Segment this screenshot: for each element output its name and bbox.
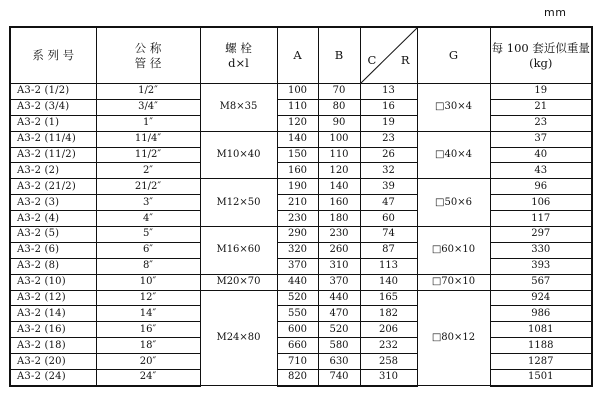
a-cell: 160 — [277, 163, 318, 179]
b-cell: 180 — [318, 211, 360, 227]
series-code-cell: A3-2 (2) — [10, 163, 96, 179]
b-cell: 120 — [318, 163, 360, 179]
weight-cell: 567 — [490, 274, 592, 290]
nominal-size-cell: 16″ — [96, 322, 200, 338]
a-cell: 440 — [277, 274, 318, 290]
bolt-size-cell: M20×70 — [200, 274, 277, 290]
header-series — [10, 27, 96, 84]
table-row — [10, 338, 592, 354]
weight-cell: 117 — [490, 211, 592, 227]
header-b-label: B — [334, 48, 344, 62]
weight-cell: 23 — [490, 115, 592, 131]
b-cell: 230 — [318, 227, 360, 243]
bolt-size-cell: M12×50 — [200, 179, 277, 227]
nominal-size-cell: 11/4″ — [96, 131, 200, 147]
nominal-size-cell: 10″ — [96, 274, 200, 290]
weight-cell: 96 — [490, 179, 592, 195]
nominal-size-cell: 6″ — [96, 242, 200, 258]
header-r-label: R — [400, 53, 410, 67]
g-size-cell: □30×4 — [417, 84, 490, 132]
a-cell: 820 — [277, 370, 318, 386]
nominal-size-cell: 1/2″ — [96, 84, 200, 100]
series-code-cell: A3-2 (16) — [10, 322, 96, 338]
header-b — [318, 27, 360, 84]
g-size-cell: □60×10 — [417, 227, 490, 275]
weight-cell: 19 — [490, 84, 592, 100]
series-code-cell: A3-2 (14) — [10, 306, 96, 322]
nominal-size-cell: 20″ — [96, 354, 200, 370]
weight-cell: 924 — [490, 290, 592, 306]
table-row — [10, 147, 592, 163]
weight-cell: 106 — [490, 195, 592, 211]
b-cell: 90 — [318, 115, 360, 131]
c-r-cell: 140 — [360, 274, 417, 290]
spec-table — [9, 26, 593, 387]
table-row — [10, 322, 592, 338]
nominal-size-cell: 14″ — [96, 306, 200, 322]
table-row — [10, 115, 592, 131]
g-size-cell: □50×6 — [417, 179, 490, 227]
a-cell: 600 — [277, 322, 318, 338]
table-row — [10, 354, 592, 370]
table-row — [10, 179, 592, 195]
weight-cell: 297 — [490, 227, 592, 243]
header-nominal-size — [96, 27, 200, 84]
c-r-cell: 182 — [360, 306, 417, 322]
weight-cell: 21 — [490, 99, 592, 115]
a-cell: 550 — [277, 306, 318, 322]
c-r-cell: 13 — [360, 84, 417, 100]
header-bolt-line1: 螺 栓 — [225, 40, 252, 55]
series-code-cell: A3-2 (3) — [10, 195, 96, 211]
weight-cell: 40 — [490, 147, 592, 163]
b-cell: 370 — [318, 274, 360, 290]
header-bolt — [200, 27, 277, 84]
nominal-size-cell: 8″ — [96, 258, 200, 274]
bolt-size-cell: M8×35 — [200, 84, 277, 132]
a-cell: 230 — [277, 211, 318, 227]
header-weight-line2: (kg) — [529, 55, 553, 70]
series-code-cell: A3-2 (18) — [10, 338, 96, 354]
weight-cell: 1501 — [490, 370, 592, 386]
table-row — [10, 227, 592, 243]
table-row — [10, 131, 592, 147]
series-code-cell: A3-2 (1/2) — [10, 84, 96, 100]
table-row — [10, 195, 592, 211]
weight-cell: 1287 — [490, 354, 592, 370]
c-r-cell: 47 — [360, 195, 417, 211]
series-code-cell: A3-2 (24) — [10, 370, 96, 386]
header-a-label: A — [293, 48, 302, 62]
g-size-cell: □70×10 — [417, 274, 490, 290]
a-cell: 190 — [277, 179, 318, 195]
nominal-size-cell: 12″ — [96, 290, 200, 306]
c-r-cell: 310 — [360, 370, 417, 386]
b-cell: 310 — [318, 258, 360, 274]
header-a — [277, 27, 318, 84]
nominal-size-cell: 24″ — [96, 370, 200, 386]
b-cell: 70 — [318, 84, 360, 100]
header-c-label: C — [367, 53, 377, 67]
weight-cell: 1188 — [490, 338, 592, 354]
bolt-size-cell: M16×60 — [200, 227, 277, 275]
series-code-cell: A3-2 (11/2) — [10, 147, 96, 163]
header-bolt-line2: d×l — [228, 55, 249, 70]
table-row — [10, 211, 592, 227]
a-cell: 100 — [277, 84, 318, 100]
table-row — [10, 290, 592, 306]
a-cell: 710 — [277, 354, 318, 370]
header-weight — [490, 27, 592, 84]
c-r-cell: 113 — [360, 258, 417, 274]
nominal-size-cell: 5″ — [96, 227, 200, 243]
table-row — [10, 370, 592, 386]
a-cell: 520 — [277, 290, 318, 306]
b-cell: 470 — [318, 306, 360, 322]
header-c-r — [360, 27, 417, 84]
bolt-size-cell: M10×40 — [200, 131, 277, 179]
series-code-cell: A3-2 (11/4) — [10, 131, 96, 147]
series-code-cell: A3-2 (1) — [10, 115, 96, 131]
c-r-cell: 165 — [360, 290, 417, 306]
b-cell: 440 — [318, 290, 360, 306]
table-row — [10, 84, 592, 100]
b-cell: 260 — [318, 242, 360, 258]
header-weight-line1: 每 100 套近似重量 — [491, 40, 590, 55]
a-cell: 150 — [277, 147, 318, 163]
c-r-cell: 232 — [360, 338, 417, 354]
nominal-size-cell: 1″ — [96, 115, 200, 131]
unit-label: mm — [544, 6, 567, 19]
nominal-size-cell: 18″ — [96, 338, 200, 354]
b-cell: 630 — [318, 354, 360, 370]
header-series-label: 系 列 号 — [32, 48, 75, 62]
bolt-size-cell: M24×80 — [200, 290, 277, 386]
header-nominal-line2: 管 径 — [134, 55, 162, 70]
nominal-size-cell: 3″ — [96, 195, 200, 211]
b-cell: 580 — [318, 338, 360, 354]
g-size-cell: □80×12 — [417, 290, 490, 386]
weight-cell: 1081 — [490, 322, 592, 338]
series-code-cell: A3-2 (6) — [10, 242, 96, 258]
c-r-cell: 23 — [360, 131, 417, 147]
b-cell: 140 — [318, 179, 360, 195]
series-code-cell: A3-2 (4) — [10, 211, 96, 227]
table-row — [10, 306, 592, 322]
table-row — [10, 99, 592, 115]
b-cell: 740 — [318, 370, 360, 386]
a-cell: 120 — [277, 115, 318, 131]
b-cell: 160 — [318, 195, 360, 211]
table-row — [10, 274, 592, 290]
g-size-cell: □40×4 — [417, 131, 490, 179]
weight-cell: 37 — [490, 131, 592, 147]
a-cell: 320 — [277, 242, 318, 258]
c-r-cell: 87 — [360, 242, 417, 258]
a-cell: 140 — [277, 131, 318, 147]
series-code-cell: A3-2 (10) — [10, 274, 96, 290]
a-cell: 660 — [277, 338, 318, 354]
series-code-cell: A3-2 (12) — [10, 290, 96, 306]
nominal-size-cell: 4″ — [96, 211, 200, 227]
c-r-cell: 60 — [360, 211, 417, 227]
table-body — [10, 84, 592, 386]
series-code-cell: A3-2 (3/4) — [10, 99, 96, 115]
a-cell: 290 — [277, 227, 318, 243]
weight-cell: 43 — [490, 163, 592, 179]
nominal-size-cell: 21/2″ — [96, 179, 200, 195]
c-r-cell: 258 — [360, 354, 417, 370]
header-nominal-line1: 公 称 — [134, 40, 162, 55]
series-code-cell: A3-2 (8) — [10, 258, 96, 274]
header-row — [10, 27, 592, 84]
c-r-cell: 206 — [360, 322, 417, 338]
c-r-cell: 39 — [360, 179, 417, 195]
nominal-size-cell: 11/2″ — [96, 147, 200, 163]
table-row — [10, 258, 592, 274]
table-row — [10, 242, 592, 258]
a-cell: 110 — [277, 99, 318, 115]
series-code-cell: A3-2 (21/2) — [10, 179, 96, 195]
nominal-size-cell: 3/4″ — [96, 99, 200, 115]
header-g-label: G — [448, 48, 459, 62]
a-cell: 370 — [277, 258, 318, 274]
b-cell: 520 — [318, 322, 360, 338]
a-cell: 210 — [277, 195, 318, 211]
b-cell: 110 — [318, 147, 360, 163]
b-cell: 80 — [318, 99, 360, 115]
header-g — [417, 27, 490, 84]
c-r-cell: 19 — [360, 115, 417, 131]
series-code-cell: A3-2 (20) — [10, 354, 96, 370]
weight-cell: 986 — [490, 306, 592, 322]
c-r-cell: 26 — [360, 147, 417, 163]
weight-cell: 393 — [490, 258, 592, 274]
table-row — [10, 163, 592, 179]
weight-cell: 330 — [490, 242, 592, 258]
nominal-size-cell: 2″ — [96, 163, 200, 179]
b-cell: 100 — [318, 131, 360, 147]
c-r-cell: 16 — [360, 99, 417, 115]
series-code-cell: A3-2 (5) — [10, 227, 96, 243]
c-r-cell: 74 — [360, 227, 417, 243]
c-r-cell: 32 — [360, 163, 417, 179]
